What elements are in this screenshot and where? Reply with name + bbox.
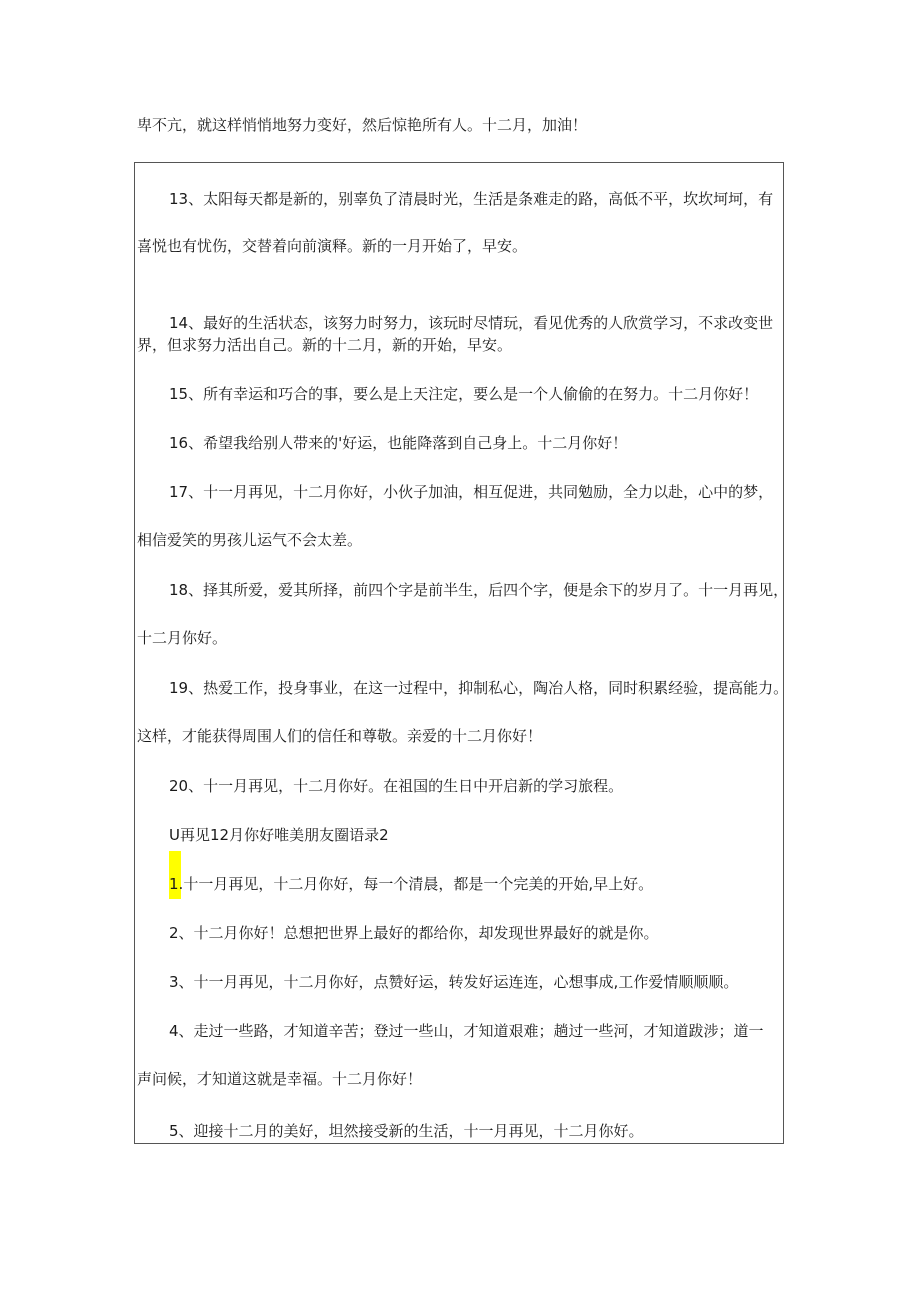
- paragraph-13-line2: 喜悦也有忧伤，交替着向前演释。新的一月开始了，早安。: [137, 237, 528, 255]
- paragraph-16: 16、希望我给别人带来的'好运，也能降落到自己身上。十二月你好！: [169, 434, 628, 452]
- paragraph-19-line2: 这样，才能获得周围人们的信任和尊敬。亲爱的十二月你好！: [137, 727, 543, 745]
- list-item-3: 3、十一月再见，十二月你好，点赞好运，转发好运连连，心想事成,工作爱情顺顺顺。: [169, 973, 739, 991]
- paragraph-14-line2: 界，但求努力活出自己。新的十二月，新的开始，早安。: [137, 336, 513, 354]
- paragraph-15: 15、所有幸运和巧合的事，要么是上天注定，要么是一个人偷偷的在努力。十二月你好！: [169, 385, 759, 403]
- carryover-text-line: 卑不亢，就这样悄悄地努力变好，然后惊艳所有人。十二月，加油！: [137, 116, 588, 134]
- paragraph-13-line1: 13、太阳每天都是新的，别辜负了清晨时光，生活是条难走的路，高低不平，坎坎坷坷，有: [169, 190, 774, 208]
- paragraph-17-line2: 相信爱笑的男孩儿运气不会太差。: [137, 531, 363, 549]
- paragraph-18-line2: 十二月你好。: [137, 629, 228, 647]
- list-item-2: 2、十二月你好！总想把世界上最好的都给你，却发现世界最好的就是你。: [169, 924, 659, 942]
- list-item-4-line2: 声问候，才知道这就是幸福。十二月你好！: [137, 1070, 423, 1088]
- section-heading: U再见12月你好唯美朋友圈语录2: [169, 826, 389, 844]
- paragraph-17-line1: 17、十一月再见，十二月你好，小伙子加油，相互促进，共同勉励，全力以赴，心中的梦，: [169, 483, 774, 501]
- quote-box: [134, 162, 789, 1144]
- paragraph-18-line1: 18、择其所爱，爱其所择，前四个字是前半生，后四个字，便是余下的岁月了。十一月再见，: [169, 581, 789, 599]
- paragraph-19-line1: 19、热爱工作，投身事业，在这一过程中，抑制私心，陶冶人格，同时积累经验，提高能力。: [169, 679, 789, 697]
- list-item-1: [169, 872, 653, 896]
- list-item-4-line1: 4、走过一些路，才知道辛苦；登过一些山，才知道艰难；趟过一些河，才知道跋涉；道一: [169, 1022, 764, 1040]
- paragraph-14-line1: 14、最好的生活状态，该努力时努力，该玩时尽情玩，看见优秀的人欣赏学习，不求改变世: [169, 314, 774, 332]
- list-item-1-text: 十一月再见，十二月你好，每一个清晨，都是一个完美的开始,早上好。: [183, 875, 654, 893]
- list-item-1-number: 1.: [169, 875, 184, 893]
- paragraph-20: 20、十一月再见，十二月你好。在祖国的生日中开启新的学习旅程。: [169, 777, 624, 795]
- list-item-5: 5、迎接十二月的美好，坦然接受新的生活，十一月再见，十二月你好。: [169, 1122, 644, 1140]
